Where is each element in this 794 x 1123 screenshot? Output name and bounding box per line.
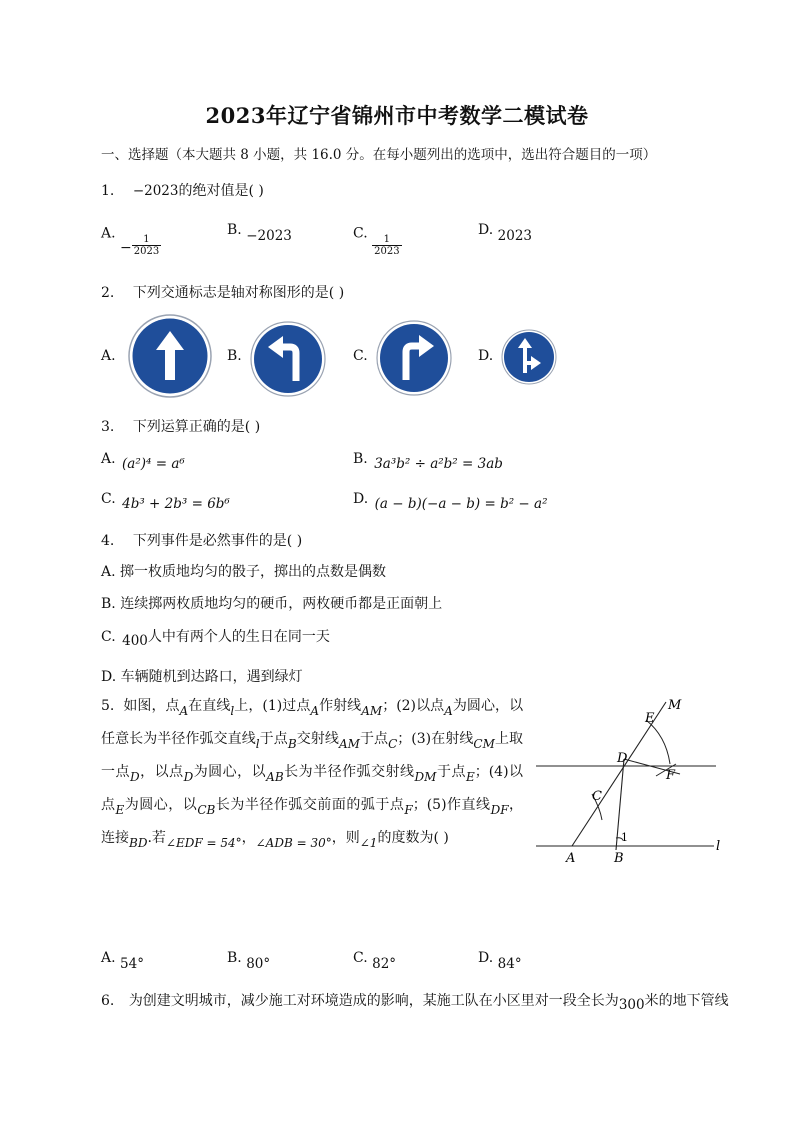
label-b: B — [614, 851, 624, 866]
option-number: 400 — [122, 633, 148, 649]
q3-option-c[interactable] — [101, 491, 230, 512]
option-label: D. — [478, 222, 494, 238]
option-expression: (a²)⁴ = a⁶ — [122, 456, 185, 472]
option-label: D. — [353, 491, 369, 507]
page-title: 2023年辽宁省锦州市中考数学二模试卷 — [205, 103, 589, 128]
label-l: l — [716, 839, 721, 854]
turn-left-sign-icon — [250, 321, 326, 397]
option-label: B. — [227, 222, 242, 238]
q4-option-c[interactable] — [101, 626, 330, 649]
option-text: 人中有两个人的生日在同一天 — [147, 629, 330, 645]
q6-stem-part-1: 为创建文明城市，减少施工对环境造成的影响，某施工队在小区里对一段全长为 — [128, 993, 619, 1009]
q2-option-a-label[interactable]: A. — [101, 348, 116, 364]
label-c: C — [592, 789, 602, 804]
option-label: A. — [101, 225, 116, 242]
q5-option-a[interactable] — [101, 950, 144, 972]
straight-ahead-sign-icon — [128, 314, 212, 398]
question-number: 5. — [101, 698, 115, 714]
option-expression: 3a³b² ÷ a²b² = 3ab — [374, 456, 503, 472]
q1-option-d[interactable] — [478, 222, 532, 244]
q4-option-d[interactable]: D. 车辆随机到达路口，遇到绿灯 — [101, 669, 303, 685]
q5-option-d[interactable] — [478, 950, 522, 972]
turn-right-sign-icon — [376, 320, 452, 396]
option-label: A. — [101, 451, 116, 467]
q4-option-b[interactable]: B. 连续掷两枚质地均匀的硬币，两枚硬币都是正面朝上 — [101, 596, 443, 612]
q5-option-b[interactable] — [227, 950, 271, 972]
question-number: 6. — [101, 993, 115, 1009]
question-3 — [101, 416, 260, 436]
fraction: $\frac{1}{2023}$ — [133, 234, 160, 257]
fraction: $\frac{1}{2023}$ — [374, 234, 400, 257]
q1-expression: −2023 — [132, 183, 179, 199]
option-value: 82° — [372, 956, 397, 972]
q1-option-b[interactable] — [227, 222, 292, 244]
option-label: B. — [227, 950, 242, 966]
option-expression: 4b³ + 2b³ = 6b⁶ — [122, 496, 230, 512]
label-e: E — [645, 711, 655, 726]
q2-option-b-label[interactable]: B. — [227, 348, 242, 364]
option-value: 80° — [246, 956, 271, 972]
option-value: 2023 — [497, 228, 532, 244]
label-angle-1: 1 — [621, 831, 628, 844]
minus-sign: − — [120, 239, 132, 256]
q3-stem: 下列运算正确的是( ) — [132, 419, 261, 435]
question-6 — [101, 990, 729, 1013]
question-number: 3. — [101, 419, 115, 435]
q1-stem: 的绝对值是( ) — [178, 183, 264, 199]
question-number: 1. — [101, 183, 115, 199]
label-d: D — [617, 751, 628, 766]
question-4 — [101, 530, 302, 550]
option-label: C. — [353, 225, 368, 242]
q5-option-c[interactable] — [353, 950, 397, 972]
q4-option-a[interactable]: A. 掷一枚质地均匀的骰子，掷出的点数是偶数 — [101, 564, 387, 580]
option-label: B. — [353, 451, 368, 467]
question-1 — [101, 180, 264, 200]
q3-option-a[interactable] — [101, 451, 185, 472]
q2-option-c-label[interactable]: C. — [353, 348, 368, 364]
q6-stem-part-2: 米的地下管线 — [644, 993, 729, 1009]
label-f: F — [666, 768, 676, 783]
q3-option-d[interactable] — [353, 491, 548, 512]
q6-value: 300 — [618, 997, 645, 1013]
option-label: C. — [101, 629, 116, 645]
q2-option-d-label[interactable]: D. — [478, 348, 494, 364]
question-number: 4. — [101, 533, 115, 549]
option-label: A. — [101, 950, 116, 966]
question-number: 2. — [101, 285, 115, 301]
q4-stem: 下列事件是必然事件的是( ) — [132, 533, 303, 549]
q1-option-a[interactable] — [101, 222, 161, 257]
option-value: 54° — [120, 956, 144, 972]
label-a: A — [566, 851, 576, 866]
straight-or-right-sign-icon — [501, 329, 557, 385]
option-label: C. — [353, 950, 368, 966]
option-label: D. — [478, 950, 494, 966]
label-m: M — [668, 698, 682, 713]
q1-option-c[interactable] — [353, 222, 402, 257]
q3-option-b[interactable] — [353, 451, 503, 472]
option-value: −2023 — [246, 228, 292, 244]
option-value: 84° — [497, 956, 522, 972]
q5-geometry-figure — [530, 690, 730, 870]
option-label: C. — [101, 491, 116, 507]
question-5: 5. 如图，点A在直线l上，(1)过点A作射线AM；(2)以点A为圆心，以任意长为半径作弧交直线l于点B交射线AM于点C；(3)在射线CM上取一点D，以点D为圆心，以AB长为半径作弧交射线DM于点E；(4)以点E为圆心，以CB长为半径作弧交前面的弧于点F；(5)作直线DF，连接BD.若∠EDF = 54°，∠ADB = 30°，则∠1的度数为( ) — [101, 698, 524, 850]
question-2 — [101, 282, 344, 302]
section-heading: 一、选择题（本大题共 8 小题，共 16.0 分。在每小题列出的选项中，选出符合题目的一项） — [101, 147, 657, 163]
option-expression: (a − b)(−a − b) = b² − a² — [374, 496, 548, 512]
q2-stem: 下列交通标志是轴对称图形的是( ) — [132, 285, 345, 301]
